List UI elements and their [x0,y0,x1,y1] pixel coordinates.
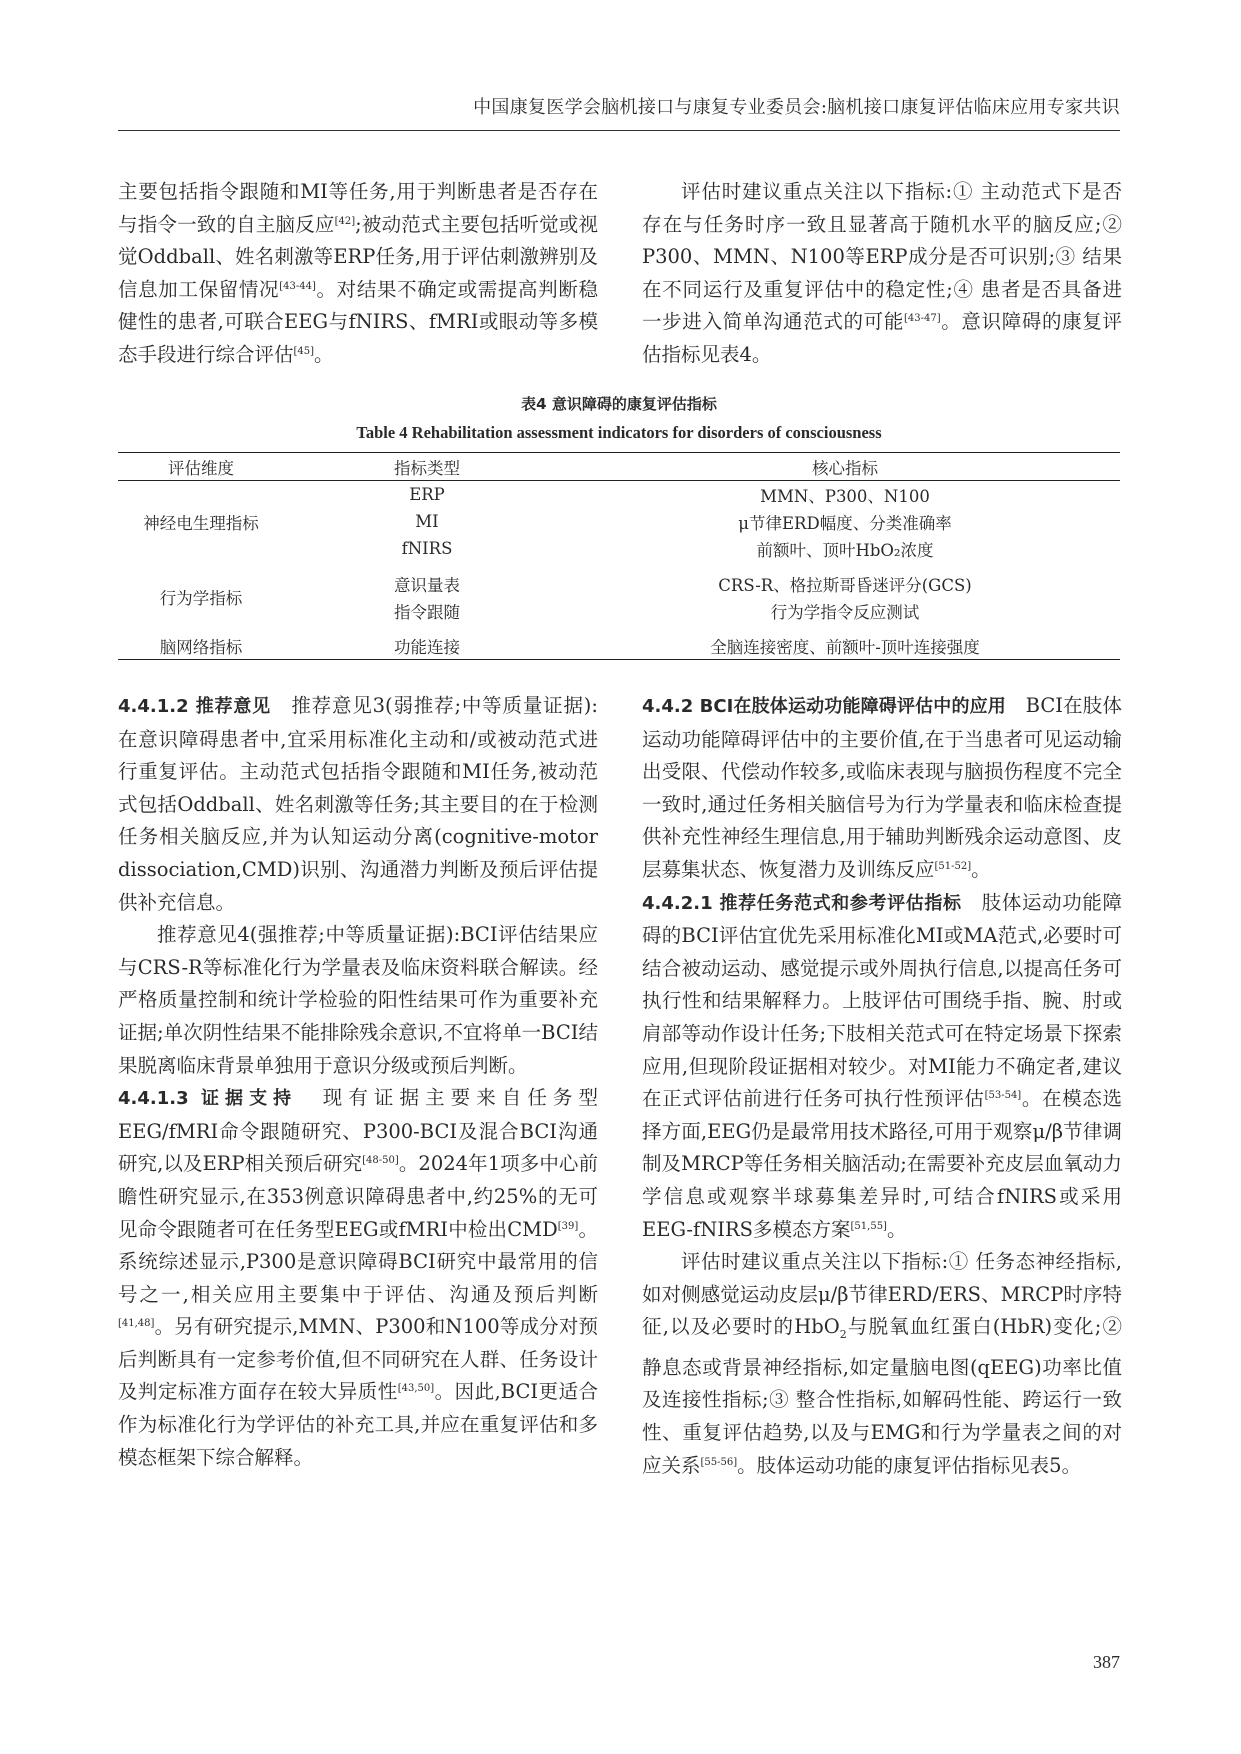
section-heading: 4.4.1.2 推荐意见 [118,696,272,717]
table-row [118,570,1120,597]
subscript: 2 [839,1328,847,1342]
assessment-table [118,452,1120,660]
paragraph: 4.4.1.3 证据支持 现有证据主要来自任务型EEG/fMRI命令跟随研究、P300-BCI及混合BCI沟通研究,以及ERP相关预后研究[48-50]。2024年1项多中心前瞻性研究显示,在353例意识障碍患者中,约25%的无可见命令跟随者可在任务型EEG或fMRI中检出CMD[39]。系统综述显示,P300是意识障碍BCI研究中最常用的信号之一,相关应用主要集中于评估、沟通及预后判断[41,48]。另有研究提示,MMN、P300和N100等成分对预后判断具有一定参考价值,但不同研究在人群、任务设计及判定标准方面存在较大异质性[43,50]。因此,BCI更适合作为标准化行为学评估的补充工具,并应在重复评估和多模态框架下综合解释。 [118,1086,598,1469]
table-cell: 前额叶、顶叶HbO₂浓度 [756,540,934,560]
table-title-cn: 表4 意识障碍的康复评估指标 [521,395,717,413]
table-cell: ERP [409,485,445,504]
header-rule [118,130,1120,131]
citation: [51-52] [934,860,972,872]
table-header-row [118,453,1120,481]
section-heading: 4.4.2.1 推荐任务范式和参考评估指标 [642,892,962,914]
citation: [45] [293,345,315,357]
paragraph: 4.4.1.2 推荐意见 推荐意见3(弱推荐;中等质量证据):在意识障碍患者中,宜采用标准化主动和/或被动范式进行重复评估。主动范式包括指令跟随和MI任务,被动范式包括Oddball、姓名刺激等任务;其主要目的在于检测任务相关脑反应,并为认知运动分离(cognitive-motor dissociation,CMD)识别、沟通潜力判断及预后评估提供补充信息。 [118,694,598,914]
citation: [48-50] [362,1155,399,1167]
table-header: 指标类型 [284,453,570,481]
table-row [118,632,1120,660]
section-heading: 4.4.1.3 证据支持 [118,1088,298,1110]
paragraph: 4.4.2.1 推荐任务范式和参考评估指标 肢体运动功能障碍的BCI评估宜优先采用标准化MI或MA范式,必要时可结合被动运动、感觉提示或外周执行信息,以提高任务可执行性和结果解释力。上肢评估可围绕手指、腕、肘或肩部等动作设计任务;下肢相关范式可在特定场景下探索应用,但现阶段证据相对较少。对MI能力不确定者,建议在正式评估前进行任务可执行性预评估[53-54]。在模态选择方面,EEG仍是最常用技术路径,可用于观察μ/β节律调制及MRCP等任务相关脑活动;在需要补充皮层血氧动力学信息或观察半球募集差异时,可结合fNIRS或采用EEG-fNIRS多模态方案[51,55]。 [642,890,1122,1241]
citation: [43-47] [903,313,941,325]
table-title-en: Table 4 Rehabilitation assessment indicators for disorders of consciousness [356,423,882,442]
page-number: 387 [1093,1652,1120,1672]
table-cell: 意识量表 [394,575,460,595]
citation: [53-54] [984,1090,1022,1102]
citation: [55-56] [700,1456,738,1468]
table-cell-dimension: 神经电生理指标 [143,513,259,533]
citation: [43-44] [279,280,316,292]
table-cell: MI [415,512,439,531]
running-title: 中国康复医学会脑机接口与康复专业委员会:脑机接口康复评估临床应用专家共识 [473,97,1120,118]
table-cell: μ节律ERD幅度、分类准确率 [738,513,952,533]
table-cell: 功能连接 [284,632,570,660]
citation: [39] [557,1220,579,1232]
left-column-bottom [118,690,598,1474]
section-heading: 4.4.2 BCI在肢体运动功能障碍评估中的应用 [642,696,1006,717]
table-cell-dimension: 脑网络指标 [118,632,284,660]
right-column-bottom [642,690,1122,1482]
citation: [43,50] [397,1383,435,1395]
paragraph: 4.4.2 BCI在肢体运动功能障碍评估中的应用 BCI在肢体运动功能障碍评估中的主要价值,在于当患者可见运动输出受限、代偿动作较多,或临床表现与脑损伤程度不完全一致时,通过任务相关脑信号为行为学量表和临床检查提供补充性神经生理信息,用于辅助判断残余运动意图、皮层募集状态、恢复潜力及训练反应[51-52]。 [642,694,1122,881]
paragraph: 推荐意见4(强推荐;中等质量证据):BCI评估结果应与CRS-R等标准化行为学量表及临床资料联合解读。经严格质量控制和统计学检验的阳性结果可作为重要补充证据;单次阴性结果不能排除残余意识,不宜将单一BCI结果脱离临床背景单独用于意识分级或预后判断。 [118,923,598,1077]
citation: [41,48] [118,1318,155,1330]
table-cell-dimension: 行为学指标 [159,589,243,608]
table-cell: 全脑连接密度、前额叶-顶叶连接强度 [570,632,1120,660]
paragraph: 评估时建议重点关注以下指标:① 任务态神经指标,如对侧感觉运动皮层μ/β节律ERD/ERS、MRCP时序特征,以及必要时的HbO$_2$与脱氧血红蛋白(HbR)变化;② 静息态或背景神经指标,如定量脑电图(qEEG)功率比值及连接性指标;③ 整合性指标,如解码性能、跨运行一致性、重复评估趋势,以及与EMG和行为学量表之间的对应关系[55-56]。肢体运动功能的康复评估指标见表5。 [642,1250,1122,1477]
table-cell: 指令跟随 [394,602,460,622]
table-cell: CRS-R、格拉斯哥昏迷评分(GCS) [718,575,972,595]
paragraph: 评估时建议重点关注以下指标:① 主动范式下是否存在与任务时序一致且显著高于随机水平的脑反应;② P300、MMN、N100等ERP成分是否可识别;③ 结果在不同运行及重复评估中的稳定性;④ 患者是否具备进一步进入简单沟通范式的可能[43-47]。意识障碍的康复评估指标见表4。 [642,180,1122,366]
citation: [42] [334,215,356,227]
citation: [51,55] [850,1220,887,1232]
table-row [118,481,1120,509]
table-cell: 行为学指令反应测试 [770,602,920,622]
right-column-top [642,176,1122,372]
table-header: 核心指标 [570,453,1120,481]
left-column-top [118,176,598,372]
table-cell: fNIRS [401,539,453,558]
table-header: 评估维度 [118,453,284,481]
paragraph: 主要包括指令跟随和MI等任务,用于判断患者是否存在与指令一致的自主脑反应[42];被动范式主要包括听觉或视觉Oddball、姓名刺激等ERP任务,用于评估刺激辨别及信息加工保留情况[43-44]。对结果不确定或需提高判断稳健性的患者,可联合EEG与fNIRS、fMRI或眼动等多模态手段进行综合评估[45]。 [118,180,598,366]
table-cell: MMN、P300、N100 [760,486,930,506]
